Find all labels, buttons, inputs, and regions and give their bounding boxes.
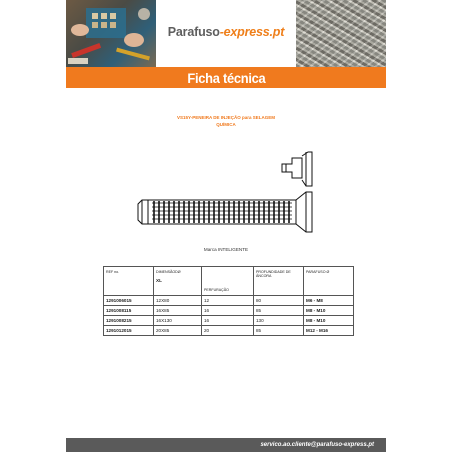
logo-name: Parafuso: [167, 24, 220, 39]
col-dimension: DIMENSÃODØ XL: [154, 267, 202, 296]
cell-perforation: 20: [202, 326, 254, 336]
brand-label: Marca INTELIGENTE: [203, 247, 249, 252]
cell-ref: 1291008115: [104, 306, 154, 316]
product-drawing: [130, 148, 326, 238]
table-row: [104, 326, 354, 336]
cell-anchor-depth: 130: [254, 316, 304, 326]
cell-dimension: 16X130: [154, 316, 202, 326]
cell-ref: 1291006015: [104, 296, 154, 306]
cell-screw: M6 - M8: [304, 296, 354, 306]
table-row: [104, 296, 354, 306]
datasheet-page: [66, 0, 386, 452]
brand-logo[interactable]: [168, 25, 284, 39]
cell-perforation: 16: [202, 306, 254, 316]
cell-anchor-depth: 80: [254, 296, 304, 306]
table-header-row: [104, 267, 354, 296]
logo-area: [156, 0, 296, 67]
footer: [66, 438, 386, 452]
cell-dimension: 16X85: [154, 306, 202, 316]
cell-screw: M12 - M16: [304, 326, 354, 336]
description-line-1: VS15Y-PENEIRA DE INJEÇÃO para SELAGEM: [176, 115, 276, 120]
product-description: [156, 114, 296, 128]
cell-anchor-depth: 85: [254, 326, 304, 336]
cell-screw: M8 - M10: [304, 316, 354, 326]
col-screw: PARAFUSO Ø: [304, 267, 354, 296]
tools-photo: [66, 0, 156, 67]
header: [66, 0, 386, 67]
cell-ref: 1291008215: [104, 316, 154, 326]
cell-dimension: 12X80: [154, 296, 202, 306]
description-line-2: QUÍMICA: [216, 122, 236, 127]
cell-ref: 1291012015: [104, 326, 154, 336]
cell-dimension: 20X85: [154, 326, 202, 336]
title-banner: [66, 67, 386, 88]
table-row: [104, 316, 354, 326]
mesh-sleeve-diagram: [130, 148, 326, 238]
col-anchor-depth: PROFUNDIDADE DE ÂNCORA: [254, 267, 304, 296]
customer-service-email[interactable]: servico.ao.cliente@parafuso-express.pt: [260, 442, 374, 448]
cell-perforation: 16: [202, 316, 254, 326]
screws-photo: [296, 0, 386, 67]
cell-anchor-depth: 85: [254, 306, 304, 316]
col-ref: REF no.: [104, 267, 154, 296]
spec-table: [103, 266, 354, 336]
table-row: [104, 306, 354, 316]
logo-extension: -express.pt: [219, 24, 285, 39]
cell-perforation: 12: [202, 296, 254, 306]
col-perforation: PERFURAÇÃO: [202, 267, 254, 296]
page-title: Ficha técnica: [186, 69, 266, 86]
cell-screw: M8 - M10: [304, 306, 354, 316]
